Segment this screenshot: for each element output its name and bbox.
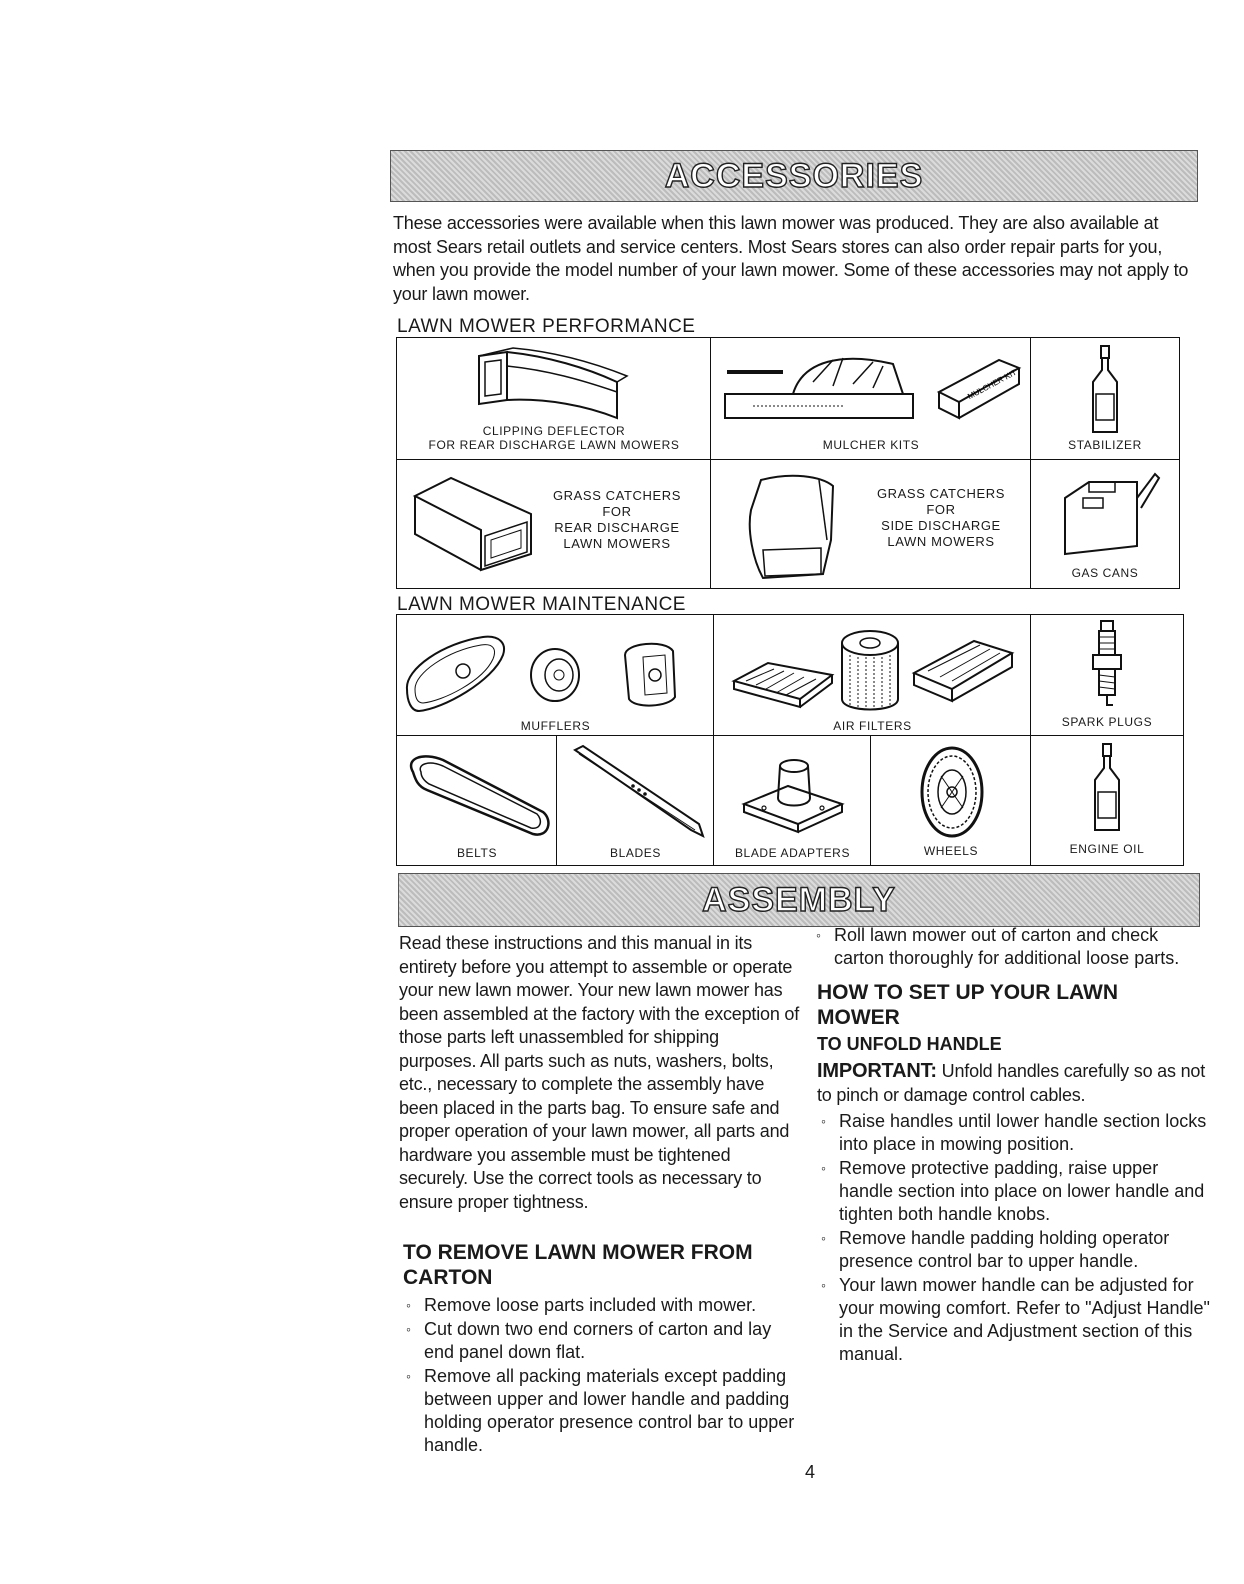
gas-can-icon [1055, 468, 1165, 560]
clipping-deflector-caption-1: CLIPPING DEFLECTOR [482, 424, 626, 438]
grass-side-caption-1: GRASS CATCHERS [876, 486, 1006, 501]
mufflers-caption: MUFFLERS [520, 719, 591, 733]
air-filters-caption: AIR FILTERS [833, 719, 912, 733]
important-text: Unfold handles carefully so as not to pinch or damage control cables. [817, 1061, 1206, 1105]
grass-catchers-rear-cell [397, 460, 711, 588]
performance-grid [396, 337, 1180, 589]
clipping-deflector-icon [467, 346, 637, 422]
clipping-deflector-cell [397, 338, 711, 460]
spark-plugs-caption: SPARK PLUGS [1061, 715, 1153, 729]
assembly-intro: Read these instructions and this manual in its entirety before you attempt to assemble or operate your new lawn mower. Your new lawn mower has been assembled at the factory with the exception of those parts left unassembled for shipping purposes. All parts such as nuts, washers, bolts, etc., necessary to complete the assembly have been placed in the parts bag. To ensure safe and proper operation of your lawn mower, all parts and hardware you assemble must be tightened securely. Use the correct tools as necessary to ensure proper tightness. [399, 933, 800, 1212]
spark-plugs-cell [1031, 615, 1183, 736]
clipping-deflector-caption-2: FOR REAR DISCHARGE LAWN MOWERS [428, 438, 680, 452]
unfold-step-2: ◦ Remove protective padding, raise upper handle section into place on lower handle and tighten both handle knobs. [817, 1157, 1213, 1226]
grass-rear-caption-3: REAR DISCHARGE [554, 520, 680, 535]
mulcher-kits-caption: MULCHER KITS [822, 438, 920, 452]
accessories-title: ACCESSORIES [664, 156, 924, 195]
roll-step-list [812, 924, 1204, 971]
assembly-banner [398, 873, 1200, 927]
side-grass-catcher-icon [741, 470, 841, 582]
blade-adapters-caption: BLADE ADAPTERS [734, 846, 851, 860]
unfold-step-3: ◦ Remove handle padding holding operator presence control bar to upper handle. [817, 1227, 1213, 1273]
air-filter-icon [728, 623, 1018, 715]
remove-carton-heading: TO REMOVE LAWN MOWER FROM CARTON [403, 1241, 753, 1289]
rear-grass-catcher-icon [411, 474, 541, 574]
performance-heading: LAWN MOWER PERFORMANCE [397, 316, 696, 337]
engine-oil-caption: ENGINE OIL [1069, 842, 1145, 856]
mulcher-kits-cell [711, 338, 1031, 460]
mulcher-kit-box-label: MULCHER KIT [966, 367, 1019, 402]
grass-catchers-side-cell [711, 460, 1031, 588]
gas-cans-cell [1031, 460, 1179, 588]
grass-rear-caption-2: FOR [602, 504, 632, 519]
wheel-icon [917, 742, 987, 842]
blade-icon [569, 744, 709, 840]
remove-step-1: ◦ Remove loose parts included with mower. [402, 1294, 802, 1317]
blades-caption: BLADES [610, 846, 661, 860]
mufflers-cell [397, 615, 714, 736]
stabilizer-bottle-icon [1085, 344, 1125, 436]
belt-icon [403, 750, 553, 842]
unfold-step-4: ◦ Your lawn mower handle can be adjusted for your mowing comfort. Refer to "Adjust Handle" in the Service and Adjustment section of this manual. [817, 1274, 1213, 1366]
spark-plug-icon [1087, 619, 1127, 713]
accessories-intro: These accessories were available when this lawn mower was produced. They are also available at most Sears retail outlets and service centers. Most Sears stores can also order repair parts for you, when you provide the model number of your lawn mower. Some of these accessories may not apply to your lawn mower. [393, 213, 1189, 304]
assembly-title: ASSEMBLY [702, 880, 896, 919]
blade-adapter-icon [738, 748, 848, 840]
grass-side-caption-2: FOR [926, 502, 956, 517]
stabilizer-cell [1031, 338, 1179, 460]
grass-rear-caption-1: GRASS CATCHERS [552, 488, 682, 503]
important-note [817, 1060, 1217, 1107]
grass-side-caption-3: SIDE DISCHARGE [881, 518, 1001, 533]
gas-cans-caption: GAS CANS [1071, 566, 1139, 580]
belts-cell [397, 736, 557, 865]
unfold-heading: TO UNFOLD HANDLE [817, 1034, 1002, 1054]
page-number: 4 [805, 1462, 816, 1482]
blades-cell [557, 736, 714, 865]
maintenance-heading: LAWN MOWER MAINTENANCE [397, 594, 686, 615]
mulcher-kit-icon [723, 346, 1023, 430]
setup-heading: HOW TO SET UP YOUR LAWN MOWER [817, 981, 1119, 1029]
unfold-steps [817, 1110, 1213, 1367]
remove-step-3: ◦ Remove all packing materials except padding between upper and lower handle and padding holding operator presence control bar to upper handle. [402, 1365, 802, 1457]
air-filters-cell [714, 615, 1031, 736]
remove-step-2: ◦ Cut down two end corners of carton and lay end panel down flat. [402, 1318, 802, 1364]
roll-step: ◦ Roll lawn mower out of carton and check carton thoroughly for additional loose parts. [812, 924, 1204, 970]
engine-oil-bottle-icon [1087, 742, 1127, 834]
stabilizer-caption: STABILIZER [1068, 438, 1142, 452]
important-label: IMPORTANT: [817, 1060, 937, 1082]
wheels-cell [871, 736, 1031, 865]
wheels-caption: WHEELS [923, 844, 979, 858]
blade-adapters-cell [714, 736, 871, 865]
engine-oil-cell [1031, 736, 1183, 865]
maintenance-grid [396, 614, 1184, 866]
grass-side-caption-4: LAWN MOWERS [887, 534, 995, 549]
belts-caption: BELTS [456, 846, 498, 860]
unfold-step-1: ◦ Raise handles until lower handle section locks into place in mowing position. [817, 1110, 1213, 1156]
muffler-icon [403, 629, 703, 717]
remove-carton-steps [402, 1294, 802, 1458]
grass-rear-caption-4: LAWN MOWERS [563, 536, 671, 551]
accessories-banner [390, 150, 1198, 202]
